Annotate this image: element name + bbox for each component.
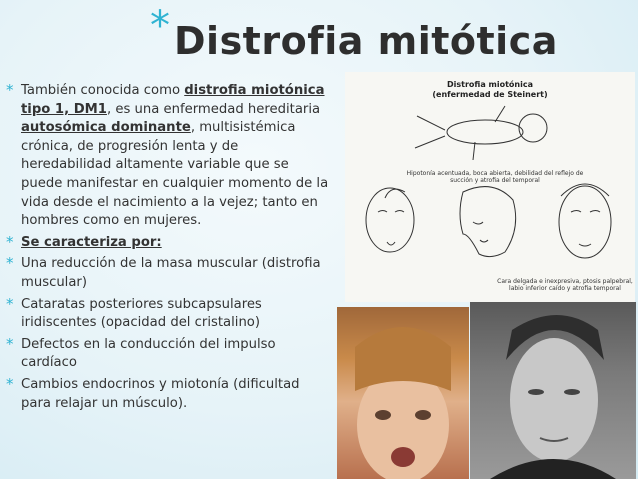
bullet-item <box>6 234 332 253</box>
asterisk-icon: * <box>6 81 14 99</box>
link-dm1[interactable]: distrofia miotónica tipo 1, DM1 <box>21 83 325 117</box>
illustration-title-line1: Distrofia miotónica <box>447 80 533 89</box>
bullet-text: , multisistémica crónica, de progresión lenta y de heredabilidad altamente variable que se puede manifestar en cualquier momento de la vida desde el nacimiento a la vejez; tanto en hombres como en mujeres. <box>21 120 329 229</box>
bullet-item <box>6 336 332 373</box>
adult-face-sketch <box>470 302 636 479</box>
face-front-1 <box>366 188 414 252</box>
asterisk-icon: * <box>6 334 14 353</box>
asterisk-icon: * <box>6 374 14 393</box>
bullet-heading: Se caracteriza por: <box>21 234 162 250</box>
child-photo <box>337 307 469 479</box>
illustration-title-line2: (enfermedad de Steinert) <box>432 90 548 99</box>
asterisk-icon: * <box>6 254 14 273</box>
illustration-drawing <box>345 72 635 302</box>
infant-limbs <box>415 106 505 160</box>
bullet-item <box>6 296 332 333</box>
link-autosomica[interactable]: autosómica dominante <box>21 120 191 136</box>
infant-head <box>519 114 547 142</box>
bullet-list <box>6 82 332 416</box>
bullet-text: Cataratas posteriores subcapsulares iridiscentes (opacidad del cristalino) <box>21 296 262 331</box>
caption-1: Hipotonía acentuada, boca abierta, debilidad del reflejo de succión y atrofia del temporal <box>406 170 584 184</box>
child-face-sketch <box>337 307 469 479</box>
infant-body <box>447 120 523 144</box>
bullet-item <box>6 82 332 231</box>
caption-2: Cara delgada e inexpresiva, ptosis palpebral, labio inferior caído y atrofia temporal <box>497 278 633 292</box>
title-area <box>150 3 558 64</box>
asterisk-icon: * <box>150 3 170 49</box>
face-front-2 <box>559 184 611 258</box>
bullet-text: Cambios endocrinos y miotonía (dificultad para relajar un músculo). <box>21 376 300 411</box>
adult-photo <box>470 302 636 479</box>
bullet-text: Una reducción de la masa muscular (distrofia muscular) <box>21 256 321 290</box>
bullet-text: Defectos en la conducción del impulso cardíaco <box>21 336 276 371</box>
bullet-text: , es una enfermedad hereditaria <box>106 101 321 117</box>
asterisk-icon: * <box>6 294 14 313</box>
slide-title: Distrofia mitótica <box>174 19 558 63</box>
asterisk-icon: * <box>6 232 14 251</box>
bullet-text: También conocida como <box>21 83 185 98</box>
bullet-item <box>6 376 332 413</box>
bullet-item <box>6 255 332 292</box>
face-side <box>460 187 516 257</box>
medical-illustration <box>345 72 635 302</box>
